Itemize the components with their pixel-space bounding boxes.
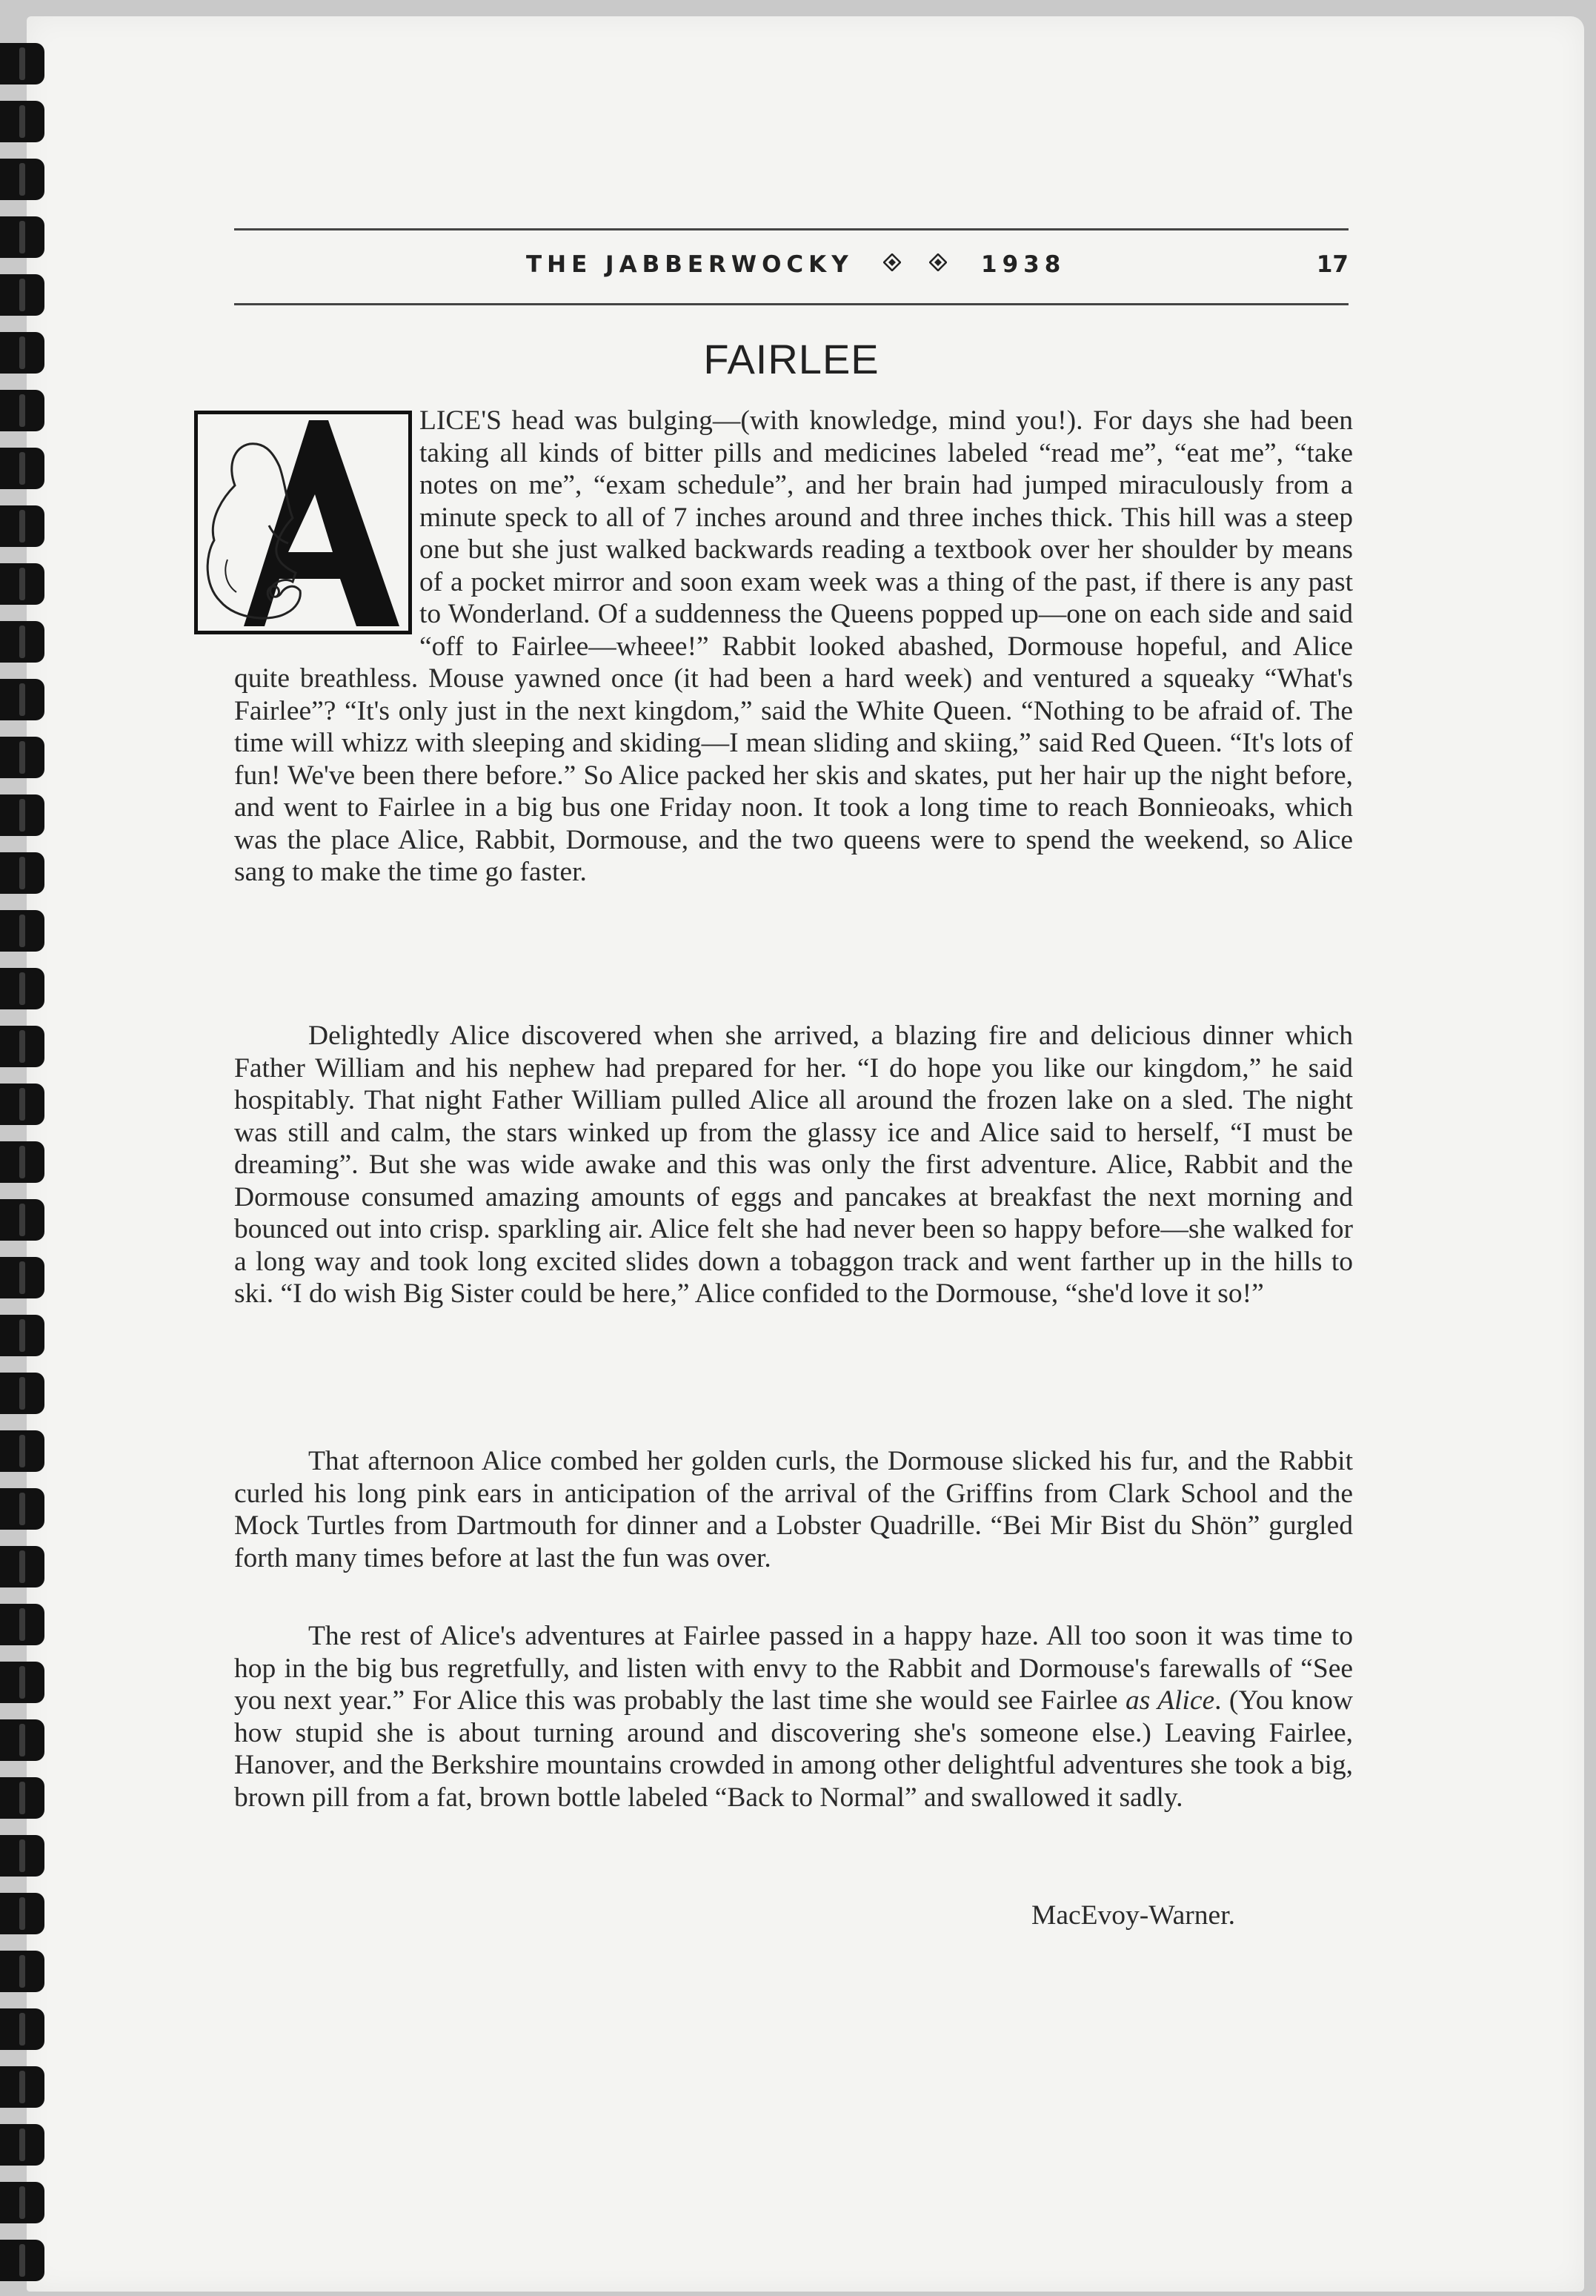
- binding-ring: [0, 1430, 44, 1472]
- binding-ring: [0, 159, 44, 200]
- binding-ring: [0, 563, 44, 605]
- binding-ring: [0, 1315, 44, 1356]
- binding-ring: [0, 1546, 44, 1587]
- paragraph-4-lead: The rest of Alice's adventures at Fairlee passed in a happy haze. All too soon it was time to hop in the big bus regretfully, and listen with envy to the Rabbit and Dormouse's farewalls of “See you next year.” For Alice this was probably the last time she would see Fairlee: [234, 1621, 1353, 1716]
- binding-ring: [0, 852, 44, 894]
- binding-ring: [0, 43, 44, 84]
- binding-ring: [0, 1199, 44, 1241]
- binding-ring: [0, 1141, 44, 1183]
- binding-ring: [0, 1835, 44, 1877]
- binding-ring: [0, 2124, 44, 2166]
- binding-ring: [0, 2182, 44, 2223]
- paragraph-1-body: LICE'S head was bulging—(with knowledge, mind you!). For days she had been taking all kinds of bitter pills and medicines labeled “read me”, “eat me”, “take notes on me”, “exam schedule”, and her brain had jumped miraculously from a minute speck to all of 7 inches around and three inches thick. This hill was a steep one but she just walked backwards reading a textbook over her shoulder by means of a pocket mirror and soon exam week was a thing of the past, if there is any past to Wonderland. Of a suddenness the Queens popped up—one on each side and said “off to Fairlee—wheee!” Rabbit looked abashed, Dormouse hopeful, and Alice quite breathless. Mouse yawned once (it had been a hard week) and ventured a squeaky “What's Fairlee”? “It's only just in the next kingdom,” said the White Queen. “Nothing to be afraid of. The time will whizz with sleeping and skiding—I mean sliding and skiing,” said Red Queen. “It's lots of fun! We've been there before.” So Alice packed her skis and skates, put her hair up the night before, and went to Fairlee in a big bus one Friday noon. It took a long time to reach Bonnieoaks, which was the place Alice, Rabbit, Dormouse, and the two queens were to spend the weekend, so Alice sang to make the time go faster.: [234, 405, 1353, 887]
- binding-ring: [0, 1951, 44, 1992]
- binding-ring: [0, 390, 44, 431]
- diamond-ornament-icon: [883, 253, 901, 271]
- paragraph-2: [234, 1020, 1353, 1310]
- binding-ring: [0, 1084, 44, 1125]
- author-signature: MacEvoy-Warner.: [1031, 1900, 1235, 1931]
- spiral-binding: [0, 0, 82, 2296]
- paragraph-4-rest: . (You know how stupid she is about turning around and discovering she's someone else.) Leaving Fairlee, Hanover, and the Berkshire mountains crowded in among other delightful adventures she took a big, brown pill from a fat, brown bottle labeled “Back to Normal” and swallowed it sadly.: [234, 1685, 1353, 1813]
- running-header: [234, 228, 1349, 305]
- binding-ring: [0, 2066, 44, 2108]
- binding-ring: [0, 2008, 44, 2050]
- binding-ring: [0, 1662, 44, 1703]
- binding-ring: [0, 274, 44, 316]
- binding-ring: [0, 1488, 44, 1530]
- drop-cap-clearance: [234, 405, 419, 660]
- binding-ring: [0, 1719, 44, 1761]
- publication-year: 1938: [981, 251, 1066, 278]
- paragraph-1: [234, 405, 1353, 889]
- binding-ring: [0, 448, 44, 489]
- binding-ring: [0, 2240, 44, 2281]
- binding-ring: [0, 216, 44, 258]
- paragraph-4: [234, 1620, 1353, 1814]
- binding-ring: [0, 101, 44, 142]
- binding-ring: [0, 968, 44, 1009]
- article-title: FAIRLEE: [703, 336, 880, 382]
- binding-ring: [0, 1777, 44, 1819]
- paragraph-1-text: [234, 405, 1353, 889]
- paragraph-4-text: [234, 1620, 1353, 1814]
- binding-ring: [0, 621, 44, 663]
- binding-ring: [0, 1604, 44, 1645]
- paragraph-3: [234, 1445, 1353, 1574]
- binding-ring: [0, 1257, 44, 1298]
- binding-ring: [0, 1026, 44, 1067]
- binding-ring: [0, 794, 44, 836]
- paragraph-2-text: Delightedly Alice discovered when she arrived, a blazing fire and delicious dinner which Father William and his nephew had prepared for her. “I do hope you like our kingdom,” he said hospitably. That night Father William pulled Alice all around the frozen lake on a sled. The night was still and calm, the stars winked up from the glassy ice and Alice said to herself, “I must be dreaming”. But she was wide awake and this was only the first adventure. Alice, Rabbit and the Dormouse consumed amazing amounts of eggs and pancakes at breakfast the next morning and bounced out into crisp. sparkling air. Alice felt she had never been so happy before—she walked for a long way and took long excited slides down a tobaggon track and went farther up in the hills to ski. “I do wish Big Sister could be here,” Alice confided to the Dormouse, “she'd love it so!”: [234, 1021, 1353, 1309]
- binding-ring: [0, 332, 44, 374]
- paragraph-3-text: That afternoon Alice combed her golden curls, the Dormouse slicked his fur, and the Rabbit curled his long pink ears in anticipation of the arrival of the Griffins from Clark School and the Mock Turtles from Dartmouth for dinner and a Lobster Quadrille. “Bei Mir Bist du Shön” gurgled forth many times before at last the fun was over.: [234, 1446, 1353, 1573]
- binding-ring: [0, 1893, 44, 1934]
- binding-ring: [0, 737, 44, 778]
- diamond-ornament-icon: [929, 253, 947, 271]
- paragraph-4-italic: as Alice: [1125, 1685, 1215, 1716]
- publication-name: THE JABBERWOCKY: [526, 251, 854, 278]
- binding-ring: [0, 679, 44, 720]
- binding-ring: [0, 1373, 44, 1414]
- binding-ring: [0, 505, 44, 547]
- page-number: 17: [1316, 251, 1349, 278]
- binding-ring: [0, 910, 44, 952]
